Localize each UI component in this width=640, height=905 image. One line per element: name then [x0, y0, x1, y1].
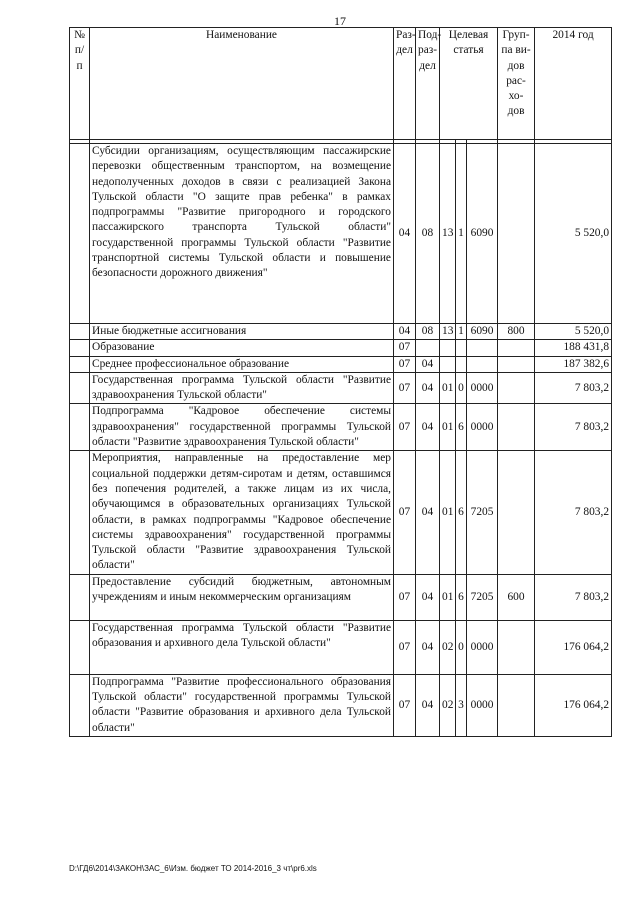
row-target-2: 1: [456, 144, 467, 324]
table-row: [70, 144, 612, 324]
row-expense-group: [498, 451, 535, 574]
row-target-2: 6: [456, 404, 467, 451]
row-amount: 5 520,0: [535, 144, 612, 324]
table-row: [70, 324, 612, 340]
row-target-1: 02: [440, 674, 456, 736]
row-name: Подпрограмма "Кадровое обеспечение системы здравоохранения" государственной программы Тульской области "Развитие здравоохранения Тульской области": [90, 404, 394, 451]
row-target-1: 01: [440, 404, 456, 451]
row-target-2: 1: [456, 324, 467, 340]
row-section: 07: [394, 451, 416, 574]
col-header-no: № п/ п: [70, 28, 90, 140]
col-header-name: Наименование: [90, 28, 394, 140]
row-expense-group: 600: [498, 574, 535, 620]
row-section: 04: [394, 324, 416, 340]
table-header-row: [70, 28, 612, 140]
row-target-3: 0000: [467, 404, 498, 451]
col-header-section: Раз- дел: [394, 28, 416, 140]
row-amount: 7 803,2: [535, 404, 612, 451]
row-target-3: [467, 340, 498, 356]
row-target-1: [440, 340, 456, 356]
row-amount: 5 520,0: [535, 324, 612, 340]
row-target-3: 6090: [467, 324, 498, 340]
table-row: [70, 674, 612, 736]
row-section: 07: [394, 404, 416, 451]
row-section: 07: [394, 620, 416, 674]
row-target-2: 6: [456, 451, 467, 574]
row-target-2: 6: [456, 574, 467, 620]
row-target-3: 0000: [467, 620, 498, 674]
row-target-3: [467, 356, 498, 372]
row-target-3: 7205: [467, 574, 498, 620]
row-section: 07: [394, 574, 416, 620]
row-amount: 7 803,2: [535, 372, 612, 404]
row-target-1: 02: [440, 620, 456, 674]
row-subsection: 08: [416, 144, 440, 324]
file-path-footer: D:\ГД6\2014\ЗАКОН\ЗАС_6\Изм. бюджет ТО 2014-2016_3 чт\pr6.xls: [69, 864, 317, 873]
row-target-1: 01: [440, 372, 456, 404]
row-target-1: 13: [440, 324, 456, 340]
row-name: Образование: [90, 340, 394, 356]
col-header-target: Целевая статья: [440, 28, 498, 140]
row-target-1: 01: [440, 574, 456, 620]
row-name: Мероприятия, направленные на предоставление мер социальной поддержки детям-сиротам и детям, оставшимся без попечения родителей, а также лицам из их числа, обучающимся в образовательных организациях Тульской области, в рамках подпрограммы "Кадровое обеспечение системы здравоохранения" государственной программы Тульской области "Развитие здравоохранения Тульской области": [90, 451, 394, 574]
table-row: [70, 404, 612, 451]
row-section: 07: [394, 372, 416, 404]
row-subsection: 08: [416, 324, 440, 340]
row-name: Предоставление субсидий бюджетным, автономным учреждениям и иным некоммерческим организациям: [90, 574, 394, 620]
row-expense-group: [498, 674, 535, 736]
row-section: 07: [394, 356, 416, 372]
row-section: 07: [394, 340, 416, 356]
row-expense-group: [498, 372, 535, 404]
row-subsection: 04: [416, 620, 440, 674]
row-target-1: 01: [440, 451, 456, 574]
budget-table: [69, 27, 612, 737]
row-target-3: 6090: [467, 144, 498, 324]
row-target-3: 0000: [467, 674, 498, 736]
row-subsection: 04: [416, 372, 440, 404]
row-name: Иные бюджетные ассигнования: [90, 324, 394, 340]
col-header-expense-group: Груп- па ви- дов рас- хо- дов: [498, 28, 535, 140]
row-target-2: [456, 356, 467, 372]
table-row: [70, 574, 612, 620]
row-target-3: 0000: [467, 372, 498, 404]
row-subsection: 04: [416, 404, 440, 451]
row-subsection: 04: [416, 451, 440, 574]
row-subsection: 04: [416, 574, 440, 620]
row-target-1: 13: [440, 144, 456, 324]
row-name: Государственная программа Тульской области "Развитие здравоохранения Тульской области": [90, 372, 394, 404]
row-name: Среднее профессиональное образование: [90, 356, 394, 372]
row-expense-group: [498, 404, 535, 451]
row-section: 07: [394, 674, 416, 736]
table-row: [70, 356, 612, 372]
row-amount: 176 064,2: [535, 674, 612, 736]
row-subsection: 04: [416, 674, 440, 736]
row-name: Подпрограмма "Развитие профессионального образования Тульской области" государственной программы Тульской области "Развитие образования и архивного дела Тульской области": [90, 674, 394, 736]
row-amount: 188 431,8: [535, 340, 612, 356]
row-amount: 7 803,2: [535, 451, 612, 574]
row-target-1: [440, 356, 456, 372]
row-section: 04: [394, 144, 416, 324]
row-target-2: 3: [456, 674, 467, 736]
row-expense-group: [498, 144, 535, 324]
row-subsection: 04: [416, 356, 440, 372]
row-target-3: 7205: [467, 451, 498, 574]
col-header-subsection: Под- раз- дел: [416, 28, 440, 140]
table-row: [70, 451, 612, 574]
table-row: [70, 340, 612, 356]
table-row: [70, 620, 612, 674]
row-target-2: 0: [456, 372, 467, 404]
table-row: [70, 372, 612, 404]
row-name: Субсидии организациям, осуществляющим пассажирские перевозки общественным транспортом, на возмещение недополученных доходов в связи с реализацией Закона Тульской области "О защите прав ребенка" в рамках подпрограммы "Развитие пригородного и городского пассажирского транспорта Тульской области" государственной программы Тульской области "Развитие транспортной системы Тульской области и повышение безопасности дорожного движения": [90, 144, 394, 324]
row-name: Государственная программа Тульской области "Развитие образования и архивного дела Тульской области": [90, 620, 394, 674]
row-amount: 7 803,2: [535, 574, 612, 620]
page-number: 17: [334, 14, 346, 28]
row-expense-group: [498, 620, 535, 674]
row-amount: 176 064,2: [535, 620, 612, 674]
row-target-2: 0: [456, 620, 467, 674]
col-header-year: 2014 год: [535, 28, 612, 140]
row-expense-group: [498, 340, 535, 356]
row-target-2: [456, 340, 467, 356]
row-subsection: [416, 340, 440, 356]
row-amount: 187 382,6: [535, 356, 612, 372]
row-expense-group: [498, 356, 535, 372]
row-expense-group: 800: [498, 324, 535, 340]
